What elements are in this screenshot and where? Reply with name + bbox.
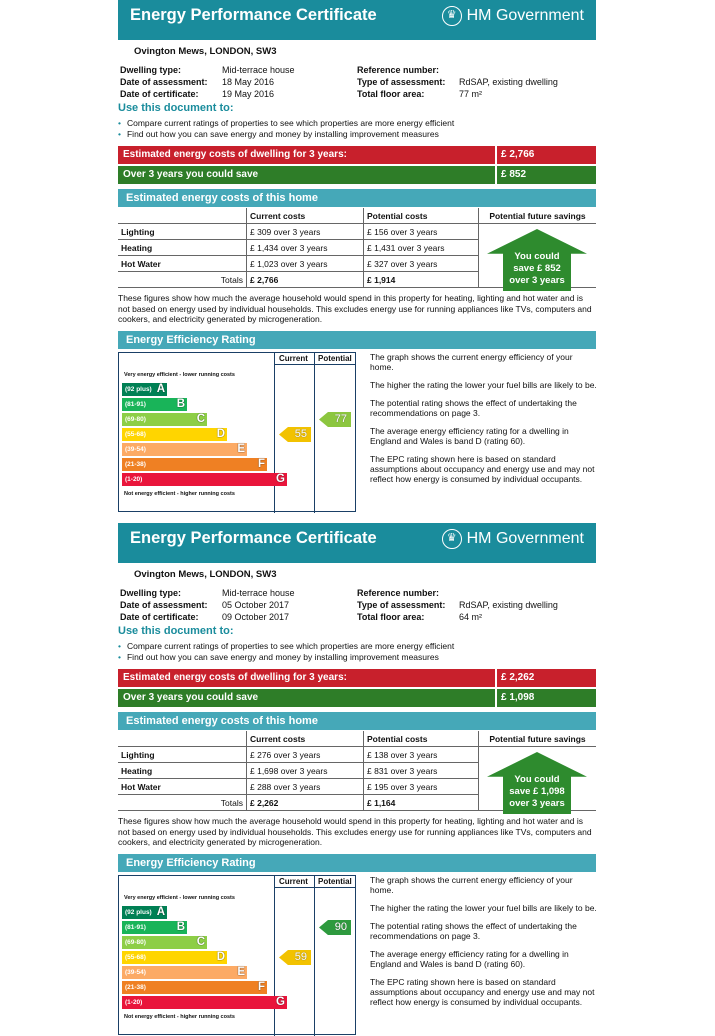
table-header-row [118, 731, 596, 747]
band-range: (39-54) [125, 969, 146, 976]
rating-paragraph: The potential rating shows the effect of undertaking the recommendations on page 3. [370, 921, 577, 941]
details-left [120, 64, 295, 100]
current-column-label: Current [279, 877, 308, 886]
rating-paragraph: The graph shows the current energy efficiency of your home. [370, 875, 573, 895]
band-letter: D [216, 951, 225, 963]
rating-band [122, 473, 287, 486]
band-letter: E [237, 966, 245, 978]
row-potential-cost: £ 831 over 3 years [364, 763, 479, 779]
savings-line: over 3 years [509, 798, 565, 809]
total-potential: £ 1,164 [364, 795, 479, 811]
table-header-cell: Current costs [247, 208, 364, 224]
rating-paragraph: The EPC rating shown here is based on standard assumptions about occupancy and energy use and may not reflect how energy is consumed by individual occupants. [370, 454, 595, 484]
band-letter: F [257, 981, 265, 993]
dwelling-type-label: Dwelling type: [120, 588, 182, 598]
use-document-title: Use this document to: [118, 625, 234, 637]
assessment-type-value: RdSAP, existing dwelling [459, 600, 558, 610]
assessment-date-label: Date of assessment: [120, 600, 208, 610]
potential-rating-value: 90 [334, 921, 347, 933]
graph-divider [274, 876, 275, 1036]
potential-rating-value: 77 [334, 413, 347, 425]
dwelling-type-label: Dwelling type: [120, 65, 182, 75]
estimated-costs-label: Estimated energy costs of dwelling for 3 years: [123, 672, 347, 683]
costs-section-heading: Estimated energy costs of this home [118, 712, 596, 730]
rating-band [122, 413, 207, 426]
potential-rating-pointer [319, 920, 351, 935]
band-range: (39-54) [125, 446, 146, 453]
row-potential-cost: £ 156 over 3 years [364, 224, 479, 240]
current-column-label: Current [279, 354, 308, 363]
band-range: (69-80) [125, 416, 146, 423]
rating-paragraph: The graph shows the current energy efficiency of your home. [370, 352, 573, 372]
estimated-costs-value: £ 2,766 [495, 146, 534, 164]
row-current-cost: £ 1,023 over 3 years [247, 256, 364, 272]
band-letter: D [216, 428, 225, 440]
floor-area-value: 64 m² [459, 612, 483, 622]
row-potential-cost: £ 138 over 3 years [364, 747, 479, 763]
property-address: Ovington Mews, LONDON, SW3 [134, 569, 277, 580]
row-potential-cost: £ 1,431 over 3 years [364, 240, 479, 256]
rating-band [122, 458, 267, 471]
row-current-cost: £ 1,698 over 3 years [247, 763, 364, 779]
row-label: Heating [118, 763, 247, 779]
row-label: Heating [118, 240, 247, 256]
rating-band [122, 398, 187, 411]
band-letter: A [156, 383, 165, 395]
graph-header-line [274, 887, 356, 888]
band-letter: E [237, 443, 245, 455]
assessment-date-label: Date of assessment: [120, 77, 208, 87]
floor-area-label: Total floor area: [357, 612, 425, 622]
floor-area-label: Total floor area: [357, 89, 425, 99]
use-document-title: Use this document to: [118, 102, 234, 114]
savings-bar [118, 689, 596, 707]
current-rating-value: 59 [294, 951, 307, 963]
rating-paragraph: The higher the rating the lower your fuel bills are likely to be. [370, 903, 597, 913]
row-current-cost: £ 309 over 3 years [247, 224, 364, 240]
scale-top-text: Very energy efficient - lower running costs [124, 895, 235, 901]
rating-band [122, 443, 247, 456]
assessment-type-label: Type of assessment: [357, 77, 446, 87]
rating-band [122, 383, 167, 396]
graph-divider [314, 353, 315, 513]
hm-government-logo [442, 529, 584, 549]
rating-band [122, 996, 287, 1009]
crest-icon: ♛ [442, 6, 462, 26]
band-range: (92 plus) [125, 909, 152, 916]
assessment-type-value: RdSAP, existing dwelling [459, 77, 558, 87]
rating-band [122, 428, 227, 441]
band-letter: C [196, 936, 205, 948]
savings-value: £ 1,098 [495, 689, 534, 707]
current-rating-pointer [279, 950, 311, 965]
row-current-cost: £ 1,434 over 3 years [247, 240, 364, 256]
use-bullet: • Find out how you can save energy and money by installing improvement measures [118, 129, 454, 140]
band-range: (81-91) [125, 924, 146, 931]
costs-note: These figures show how much the average household would spend in this property for heating, lighting and hot water and is not based on energy used by individual households. This excludes energy use for running appliances like TVs, computers and cookers, and electricity generated by microgeneration. [118, 816, 592, 847]
savings-arrow-text [503, 774, 571, 810]
rating-paragraph: The higher the rating the lower your fuel bills are likely to be. [370, 380, 597, 390]
use-bullet: • Compare current ratings of properties to see which properties are more energy efficient [118, 641, 454, 652]
band-range: (69-80) [125, 939, 146, 946]
totals-label: Totals [118, 795, 247, 811]
savings-arrow [487, 229, 587, 291]
row-current-cost: £ 288 over 3 years [247, 779, 364, 795]
table-header-cell [118, 208, 247, 224]
dwelling-type-value: Mid-terrace house [222, 588, 295, 598]
floor-area-value: 77 m² [459, 89, 483, 99]
rating-band [122, 921, 187, 934]
certificate-date-value: 09 October 2017 [222, 612, 290, 622]
total-potential: £ 1,914 [364, 272, 479, 288]
savings-arrow [487, 752, 587, 814]
graph-divider [274, 353, 275, 513]
costs-note: These figures show how much the average household would spend in this property for heating, lighting and hot water and is not based on energy used by individual households. This excludes energy use for running appliances like TVs, computers and cookers, and electricity generated by microgeneration. [118, 293, 592, 324]
rating-explanation [370, 875, 598, 1015]
band-range: (21-38) [125, 984, 146, 991]
certificate-date-value: 19 May 2016 [222, 89, 275, 99]
reference-label: Reference number: [357, 588, 440, 598]
rating-section-heading: Energy Efficiency Rating [118, 854, 596, 872]
table-header-cell: Potential future savings [479, 731, 597, 747]
table-header-cell [118, 731, 247, 747]
row-label: Hot Water [118, 256, 247, 272]
band-letter: B [176, 398, 185, 410]
reference-label: Reference number: [357, 65, 440, 75]
details-right [357, 587, 558, 623]
certificate-title: Energy Performance Certificate [130, 529, 377, 547]
certificate-date-label: Date of certificate: [120, 612, 199, 622]
band-letter: F [257, 458, 265, 470]
band-letter: G [276, 473, 285, 485]
rating-band [122, 981, 267, 994]
certificate-date-label: Date of certificate: [120, 89, 199, 99]
savings-bar [118, 166, 596, 184]
row-label: Lighting [118, 747, 247, 763]
energy-performance-certificate [118, 0, 597, 497]
band-range: (21-38) [125, 461, 146, 468]
details-left [120, 587, 295, 623]
rating-paragraph: The EPC rating shown here is based on standard assumptions about occupancy and energy use and may not reflect how energy is consumed by individual occupants. [370, 977, 595, 1007]
rating-paragraph: The potential rating shows the effect of undertaking the recommendations on page 3. [370, 398, 577, 418]
assessment-date-value: 18 May 2016 [222, 77, 275, 87]
dwelling-type-value: Mid-terrace house [222, 65, 295, 75]
gov-label: HM Government [466, 530, 584, 547]
rating-section-heading: Energy Efficiency Rating [118, 331, 596, 349]
band-letter: A [156, 906, 165, 918]
estimated-costs-value: £ 2,262 [495, 669, 534, 687]
savings-line: over 3 years [509, 275, 565, 286]
potential-column-label: Potential [318, 877, 352, 886]
rating-band [122, 906, 167, 919]
rating-band [122, 936, 207, 949]
current-rating-pointer [279, 427, 311, 442]
row-current-cost: £ 276 over 3 years [247, 747, 364, 763]
band-letter: C [196, 413, 205, 425]
row-label: Lighting [118, 224, 247, 240]
row-potential-cost: £ 195 over 3 years [364, 779, 479, 795]
rating-graph [118, 352, 356, 512]
property-address: Ovington Mews, LONDON, SW3 [134, 46, 277, 57]
band-range: (1-20) [125, 476, 143, 483]
savings-value: £ 852 [495, 166, 526, 184]
row-potential-cost: £ 327 over 3 years [364, 256, 479, 272]
savings-label: Over 3 years you could save [123, 169, 259, 180]
savings-line: You could [514, 774, 560, 785]
costs-section-heading: Estimated energy costs of this home [118, 189, 596, 207]
assessment-date-value: 05 October 2017 [222, 600, 290, 610]
total-current: £ 2,262 [247, 795, 364, 811]
row-label: Hot Water [118, 779, 247, 795]
table-header-cell: Potential future savings [479, 208, 597, 224]
assessment-type-label: Type of assessment: [357, 600, 446, 610]
scale-bottom-text: Not energy efficient - higher running costs [124, 1014, 235, 1020]
savings-line: save £ 1,098 [509, 786, 565, 797]
band-range: (1-20) [125, 999, 143, 1006]
rating-paragraph: The average energy efficiency rating for a dwelling in England and Wales is band D (rating 60). [370, 949, 569, 969]
graph-header-line [274, 364, 356, 365]
potential-rating-pointer [319, 412, 351, 427]
rating-paragraph: The average energy efficiency rating for a dwelling in England and Wales is band D (rating 60). [370, 426, 569, 446]
energy-performance-certificate [118, 523, 597, 1020]
gov-label: HM Government [466, 7, 584, 24]
savings-line: save £ 852 [513, 263, 561, 274]
table-header-cell: Potential costs [364, 208, 479, 224]
total-current: £ 2,766 [247, 272, 364, 288]
band-range: (55-68) [125, 431, 146, 438]
details-right [357, 64, 558, 100]
band-letter: G [276, 996, 285, 1008]
certificate-header [118, 523, 596, 563]
totals-label: Totals [118, 272, 247, 288]
use-bullet: • Compare current ratings of properties to see which properties are more energy efficient [118, 118, 454, 129]
table-header-cell: Current costs [247, 731, 364, 747]
hm-government-logo [442, 6, 584, 26]
efficiency-rating-panel [118, 352, 596, 512]
savings-arrow-text [503, 251, 571, 287]
certificate-title: Energy Performance Certificate [130, 6, 377, 24]
band-range: (92 plus) [125, 386, 152, 393]
rating-graph [118, 875, 356, 1035]
rating-explanation [370, 352, 598, 492]
estimated-costs-bar [118, 146, 596, 164]
savings-line: You could [514, 251, 560, 262]
crest-icon: ♛ [442, 529, 462, 549]
use-bullets [118, 641, 454, 663]
use-bullets [118, 118, 454, 140]
estimated-costs-bar [118, 669, 596, 687]
band-range: (81-91) [125, 401, 146, 408]
potential-column-label: Potential [318, 354, 352, 363]
table-header-cell: Potential costs [364, 731, 479, 747]
use-bullet: • Find out how you can save energy and money by installing improvement measures [118, 652, 454, 663]
estimated-costs-label: Estimated energy costs of dwelling for 3 years: [123, 149, 347, 160]
rating-band [122, 951, 227, 964]
graph-divider [314, 876, 315, 1036]
certificate-header [118, 0, 596, 40]
band-letter: B [176, 921, 185, 933]
scale-bottom-text: Not energy efficient - higher running costs [124, 491, 235, 497]
efficiency-rating-panel [118, 875, 596, 1035]
rating-band [122, 966, 247, 979]
savings-label: Over 3 years you could save [123, 692, 259, 703]
scale-top-text: Very energy efficient - lower running costs [124, 372, 235, 378]
band-range: (55-68) [125, 954, 146, 961]
current-rating-value: 55 [294, 428, 307, 440]
table-header-row [118, 208, 596, 224]
